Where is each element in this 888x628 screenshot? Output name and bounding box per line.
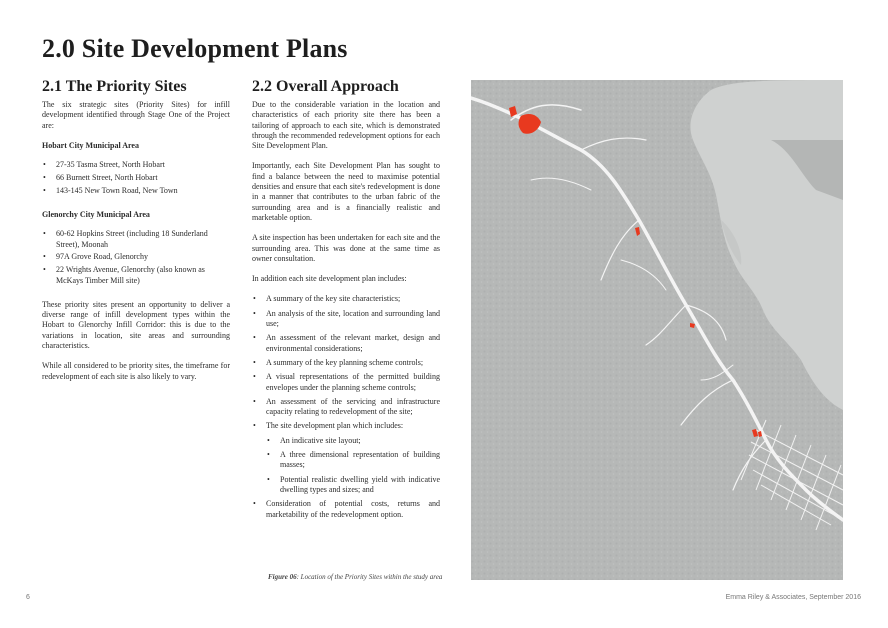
list-item: • An assessment of the relevant market, design and environmental considerations;: [252, 333, 440, 354]
list-item: • 143-145 New Town Road, New Town: [42, 186, 230, 196]
glenorchy-site-list: [42, 229, 230, 285]
list-item: • 66 Burnett Street, North Hobart: [42, 173, 230, 183]
list-item: • A summary of the key site characteristics;: [252, 294, 440, 304]
glenorchy-heading: Glenorchy City Municipal Area: [42, 210, 150, 220]
priority-sites-para2: While all considered to be priority sites, the timeframe for redevelopment of each site is also likely to vary.: [42, 361, 230, 381]
approach-para2: Importantly, each Site Development Plan has sought to find a balance between the need to maximise potential densities and ensure that each site's redevelopment is done in a manner that contributes to the urban fabric of the surrounding area and is a financially realistic and marketable option.: [252, 161, 440, 222]
overall-approach-column: [252, 100, 440, 530]
hobart-heading: Hobart City Municipal Area: [42, 140, 139, 150]
priority-sites-para1: These priority sites present an opportunity to deliver a diverse range of infill development types within the Hobart to Glenorchy Infill Corridor: this is due to the variations in location, site areas and surrounding characteristics.: [42, 299, 230, 351]
list-item: • 97A Grove Road, Glenorchy: [42, 252, 230, 262]
map-graphic: [471, 80, 843, 580]
plan-sublist: [252, 436, 440, 495]
plan-last-list: [252, 499, 440, 520]
figure-caption: [268, 573, 442, 581]
list-item: • The site development plan which includes:: [252, 421, 440, 431]
section-heading-overall-approach: 2.2 Overall Approach: [252, 78, 399, 95]
page-title: 2.0 Site Development Plans: [42, 34, 348, 63]
page-number: 6: [26, 594, 30, 601]
approach-para3: A site inspection has been undertaken for each site and the surrounding area. This was done at the same time as owner consultation.: [252, 233, 440, 263]
figure-caption-text: : Location of the Priority Sites within the study area: [296, 573, 443, 581]
approach-para1: Due to the considerable variation in the location and characteristics of each priority site there has been a tailoring of approach to each site, which is demonstrated through the recommended redevelopment options for each Site Development Plan.: [252, 100, 440, 151]
hobart-site-list: [42, 160, 230, 196]
list-item: • Potential realistic dwelling yield with indicative dwelling types and sizes; and: [266, 475, 440, 496]
list-item: • 60-62 Hopkins Street (including 18 Sunderland Street), Moonah: [42, 229, 230, 250]
list-item: • An assessment of the servicing and infrastructure capacity relating to redevelopment of the site;: [252, 397, 440, 418]
approach-para4: In addition each site development plan includes:: [252, 274, 407, 284]
study-area-map: [471, 80, 843, 580]
priority-sites-column: [42, 100, 230, 392]
plan-includes-list: [252, 294, 440, 431]
list-item: • A visual representations of the permitted building envelopes under the planning scheme controls;: [252, 372, 440, 393]
list-item: • A summary of the key planning scheme controls;: [252, 358, 440, 368]
list-item: • An analysis of the site, location and surrounding land use;: [252, 309, 440, 330]
footer-credit: Emma Riley & Associates, September 2016: [725, 594, 861, 601]
list-item: • 22 Wrights Avenue, Glenorchy (also known as McKays Timber Mill site): [42, 265, 230, 286]
list-item: • 27-35 Tasma Street, North Hobart: [42, 160, 230, 170]
list-item: • A three dimensional representation of building masses;: [266, 450, 440, 471]
list-item: • Consideration of potential costs, returns and marketability of the redevelopment option.: [252, 499, 440, 520]
section-heading-priority-sites: 2.1 The Priority Sites: [42, 78, 187, 95]
list-item: • An indicative site layout;: [266, 436, 440, 446]
priority-sites-intro: The six strategic sites (Priority Sites) for infill development identified through Stage One of the Project are:: [42, 100, 230, 130]
figure-label: Figure 06: [268, 573, 297, 581]
